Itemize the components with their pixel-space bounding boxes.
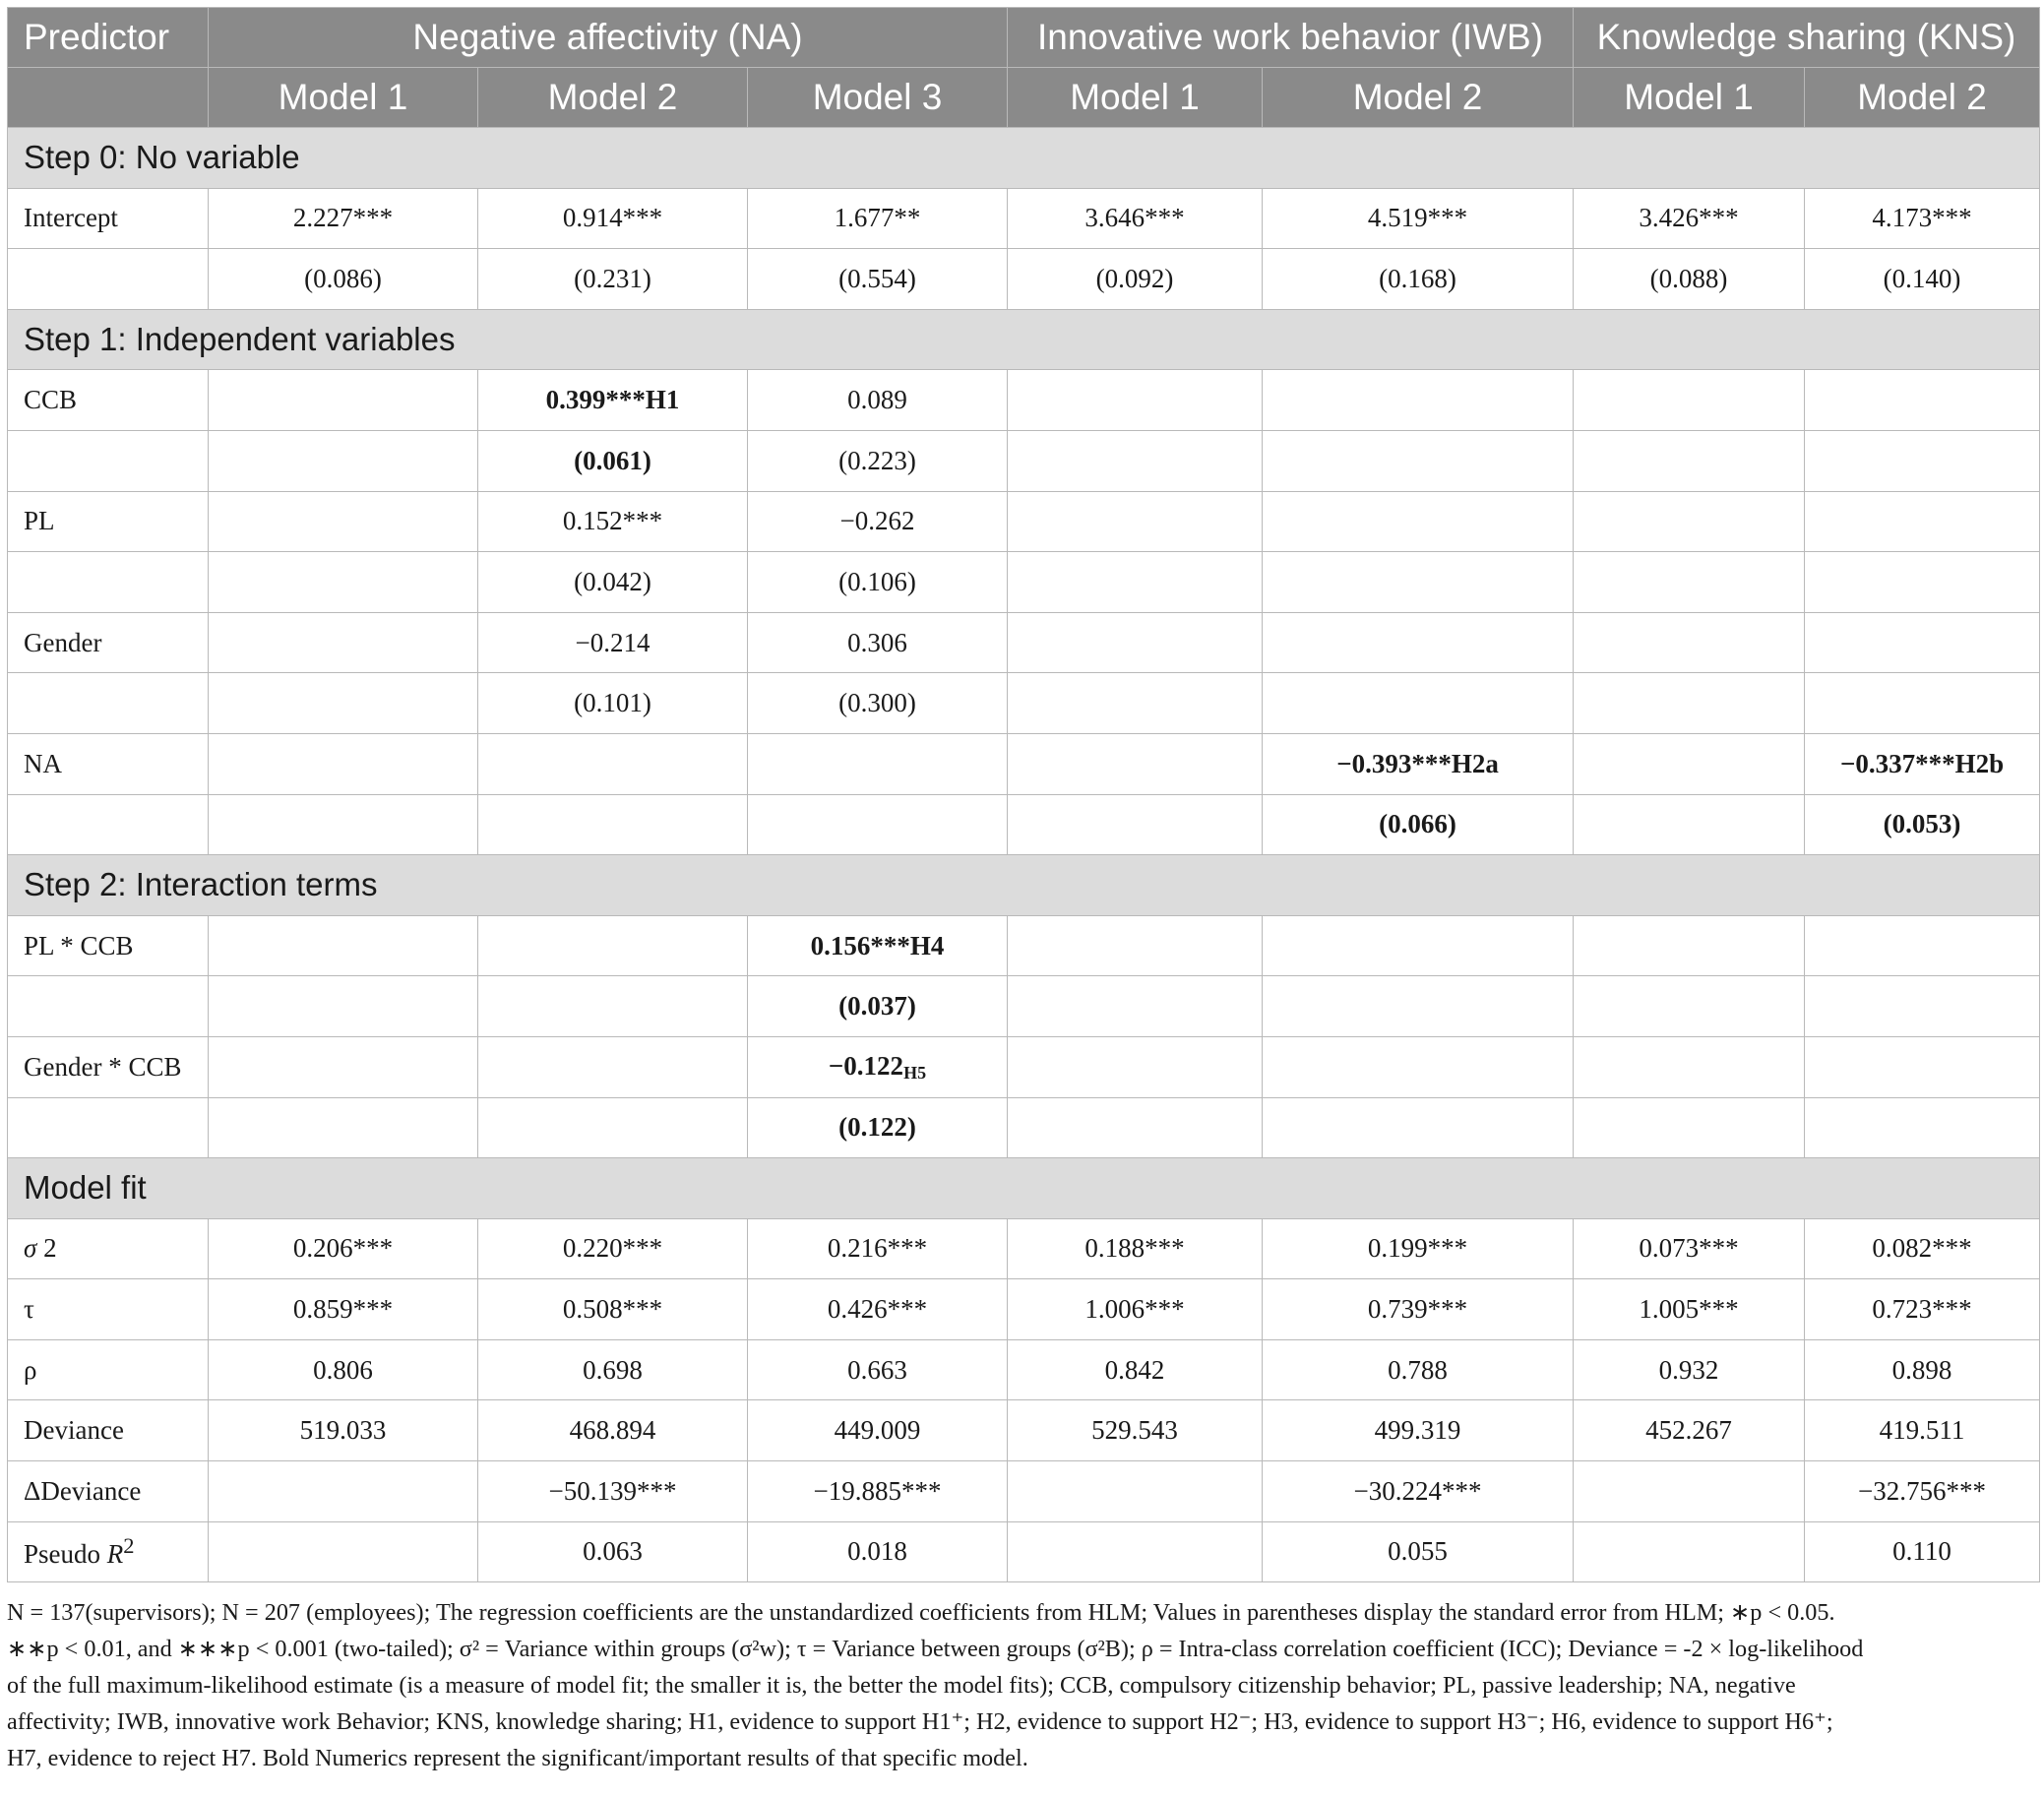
cell: 0.399***H1 [478,370,748,431]
cell [1263,430,1574,491]
cell [1574,491,1805,552]
cell: (0.042) [478,552,748,613]
row-label-empty [8,430,209,491]
table-row [8,1279,2040,1340]
r-variable: R [106,1539,124,1570]
cell: −19.885*** [748,1461,1008,1522]
cell: −0.337***H2b [1805,733,2040,794]
cell [478,794,748,855]
table-row [8,1097,2040,1158]
cell [209,491,478,552]
cell [1008,1036,1263,1097]
cell [1574,612,1805,673]
cell: (0.122) [748,1097,1008,1158]
footnote-line: H7, evidence to reject H7. Bold Numerics represent the significant/important results of that specific model. [7,1745,1028,1772]
cell: 2.227*** [209,188,478,249]
cell [209,915,478,976]
cell [478,915,748,976]
predictor-header: Predictor [8,8,209,68]
cell [1008,794,1263,855]
cell: 452.267 [1574,1400,1805,1461]
cell [1008,430,1263,491]
cell [1574,552,1805,613]
cell [209,370,478,431]
table-row [8,1339,2040,1400]
cell: 0.082*** [1805,1218,2040,1279]
cell [1263,976,1574,1037]
cell: 529.543 [1008,1400,1263,1461]
cell [1263,673,1574,734]
cell [1008,612,1263,673]
cell [1574,915,1805,976]
cell: 0.842 [1008,1339,1263,1400]
cell [1008,552,1263,613]
cell: 3.426*** [1574,188,1805,249]
cell [209,552,478,613]
cell [1805,430,2040,491]
row-label-empty [8,976,209,1037]
cell: (0.092) [1008,249,1263,310]
cell: (0.554) [748,249,1008,310]
cell: 0.073*** [1574,1218,1805,1279]
table-row [8,552,2040,613]
table-row [8,188,2040,249]
footnote-line: affectivity; IWB, innovative work Behavior; KNS, knowledge sharing; H1, evidence to support H1⁺; H2, evidence to support H2⁻; H3, evidence to support H3⁻; H6, evidence to support H6⁺; [7,1708,1833,1736]
cell: 3.646*** [1008,188,1263,249]
table-row [8,1218,2040,1279]
cell: 0.426*** [748,1279,1008,1340]
table-row [8,1521,2040,1582]
row-label-empty [8,1097,209,1158]
section-step2: Step 2: Interaction terms [8,855,2040,916]
cell: 0.859*** [209,1279,478,1340]
cell [1574,370,1805,431]
cell [748,794,1008,855]
table-footnotes [7,1594,2039,1776]
cell [1008,491,1263,552]
cell [1008,976,1263,1037]
model-header: Model 1 [1008,68,1263,128]
cell [478,1097,748,1158]
table-row [8,491,2040,552]
section-model-fit: Model fit [8,1158,2040,1219]
cell [209,1521,478,1582]
cell: (0.231) [478,249,748,310]
cell [209,794,478,855]
cell [1008,1097,1263,1158]
cell: (0.037) [748,976,1008,1037]
cell: 0.152*** [478,491,748,552]
hypothesis-subscript: H5 [903,1062,927,1083]
cell: 0.806 [209,1339,478,1400]
cell [1805,552,2040,613]
cell [209,430,478,491]
group-header-na: Negative affectivity (NA) [209,8,1008,68]
pseudo-label: Pseudo [24,1539,107,1570]
cell: 0.063 [478,1521,748,1582]
regression-table-figure [7,7,2039,1776]
cell [1263,370,1574,431]
cell: 4.519*** [1263,188,1574,249]
cell: (0.106) [748,552,1008,613]
cell [209,1461,478,1522]
cell: −32.756*** [1805,1461,2040,1522]
cell [209,612,478,673]
cell: −0.214 [478,612,748,673]
cell [1008,733,1263,794]
row-label-rho: ρ [8,1339,209,1400]
cell: 519.033 [209,1400,478,1461]
cell: 0.216*** [748,1218,1008,1279]
cell: 499.319 [1263,1400,1574,1461]
row-label-empty [8,794,209,855]
cell [1574,1461,1805,1522]
cell: 0.206*** [209,1218,478,1279]
cell [1805,491,2040,552]
cell: 449.009 [748,1400,1008,1461]
cell [478,976,748,1037]
cell: 0.220*** [478,1218,748,1279]
row-label-sigma2 [8,1218,209,1279]
group-header-iwb: Innovative work behavior (IWB) [1008,8,1574,68]
table-row [8,430,2040,491]
cell [209,673,478,734]
cell [209,1036,478,1097]
cell: 1.005*** [1574,1279,1805,1340]
cell [1805,673,2040,734]
cell [1263,612,1574,673]
cell: 1.006*** [1008,1279,1263,1340]
cell: 0.018 [748,1521,1008,1582]
section-row [8,1158,2040,1219]
row-label-pl-ccb: PL * CCB [8,915,209,976]
table-row [8,1036,2040,1097]
cell: (0.086) [209,249,478,310]
cell: 0.508*** [478,1279,748,1340]
cell [1574,733,1805,794]
cell [1008,1461,1263,1522]
row-label-intercept: Intercept [8,188,209,249]
cell [1263,1036,1574,1097]
cell: 0.055 [1263,1521,1574,1582]
row-label-ccb: CCB [8,370,209,431]
cell [1263,552,1574,613]
cell: (0.223) [748,430,1008,491]
section-row [8,128,2040,189]
table-row [8,915,2040,976]
cell [478,733,748,794]
cell: 419.511 [1805,1400,2040,1461]
cell: (0.140) [1805,249,2040,310]
table-row [8,249,2040,310]
cell [1805,612,2040,673]
cell [1263,1097,1574,1158]
cell: 0.739*** [1263,1279,1574,1340]
cell [209,976,478,1037]
cell [1574,794,1805,855]
header-empty-cell [8,68,209,128]
cell: (0.101) [478,673,748,734]
table-row [8,1461,2040,1522]
sigma-symbol: σ [24,1233,37,1264]
table-row [8,1400,2040,1461]
footnote-line: N = 137(supervisors); N = 207 (employees); The regression coefficients are the unstandardized coefficients from HLM; Values in parentheses display the standard error from HLM; ∗p < 0.05. [7,1599,1835,1627]
cell [1805,915,2040,976]
cell: 468.894 [478,1400,748,1461]
table-row [8,733,2040,794]
model-header: Model 2 [1263,68,1574,128]
row-label-delta-deviance: ΔDeviance [8,1461,209,1522]
cell [1263,491,1574,552]
cell [748,733,1008,794]
cell: 0.932 [1574,1339,1805,1400]
cell: 0.698 [478,1339,748,1400]
cell [1574,1036,1805,1097]
row-label-deviance: Deviance [8,1400,209,1461]
cell: 0.188*** [1008,1218,1263,1279]
cell: −50.139*** [478,1461,748,1522]
cell [748,1036,1008,1097]
cell [1805,370,2040,431]
table-row [8,976,2040,1037]
cell [1574,1521,1805,1582]
cell: 0.306 [748,612,1008,673]
cell [1008,673,1263,734]
cell: 0.663 [748,1339,1008,1400]
row-label-pl: PL [8,491,209,552]
model-header: Model 1 [209,68,478,128]
cell: −30.224*** [1263,1461,1574,1522]
section-row [8,309,2040,370]
cell: (0.061) [478,430,748,491]
table-row [8,673,2040,734]
cell: −0.393***H2a [1263,733,1574,794]
row-label-empty [8,673,209,734]
cell: −0.262 [748,491,1008,552]
cell [209,1097,478,1158]
cell: (0.053) [1805,794,2040,855]
cell: 0.914*** [478,188,748,249]
cell: (0.066) [1263,794,1574,855]
cell: 4.173*** [1805,188,2040,249]
cell [1008,1521,1263,1582]
r-exponent: 2 [123,1533,135,1559]
cell: (0.300) [748,673,1008,734]
cell: 1.677** [748,188,1008,249]
coefficient-value: −0.122 [828,1050,904,1081]
table-row [8,612,2040,673]
cell: 0.788 [1263,1339,1574,1400]
cell: 0.723*** [1805,1279,2040,1340]
cell [1805,1097,2040,1158]
model-header: Model 2 [478,68,748,128]
cell [1805,976,2040,1037]
sigma-exponent: 2 [36,1233,57,1264]
cell: (0.088) [1574,249,1805,310]
cell [1263,915,1574,976]
row-label-na: NA [8,733,209,794]
hlm-results-table [7,7,2040,1582]
row-label-empty [8,552,209,613]
cell: 0.898 [1805,1339,2040,1400]
section-step0: Step 0: No variable [8,128,2040,189]
footnote-line: of the full maximum-likelihood estimate (is a measure of model fit; the smaller it is, the better the model fits); CCB, compulsory citizenship behavior; PL, passive leadership; NA, negative [7,1672,1796,1700]
row-label-gender: Gender [8,612,209,673]
cell [209,733,478,794]
cell: 0.110 [1805,1521,2040,1582]
section-step1: Step 1: Independent variables [8,309,2040,370]
table-row [8,794,2040,855]
cell: 0.156***H4 [748,915,1008,976]
cell [1008,370,1263,431]
row-label-gender-ccb: Gender * CCB [8,1036,209,1097]
row-label-tau: τ [8,1279,209,1340]
model-header: Model 3 [748,68,1008,128]
model-header: Model 2 [1805,68,2040,128]
group-header-kns: Knowledge sharing (KNS) [1574,8,2040,68]
footnote-line: ∗∗p < 0.01, and ∗∗∗p < 0.001 (two-tailed); σ² = Variance within groups (σ²w); τ = Variance between groups (σ²B); ρ = Intra-class correlation coefficient (ICC); Deviance = -2 × log-likelihood [7,1636,1864,1663]
cell [1574,673,1805,734]
model-header: Model 1 [1574,68,1805,128]
section-row [8,855,2040,916]
cell: (0.168) [1263,249,1574,310]
cell [1805,1036,2040,1097]
cell: 0.089 [748,370,1008,431]
row-label-pseudo-r2 [8,1521,209,1582]
row-label-empty [8,249,209,310]
cell [1574,1097,1805,1158]
cell [1574,976,1805,1037]
header-model-row [8,68,2040,128]
cell [1008,915,1263,976]
cell [1574,430,1805,491]
cell [478,1036,748,1097]
header-group-row [8,8,2040,68]
table-row [8,370,2040,431]
cell: 0.199*** [1263,1218,1574,1279]
